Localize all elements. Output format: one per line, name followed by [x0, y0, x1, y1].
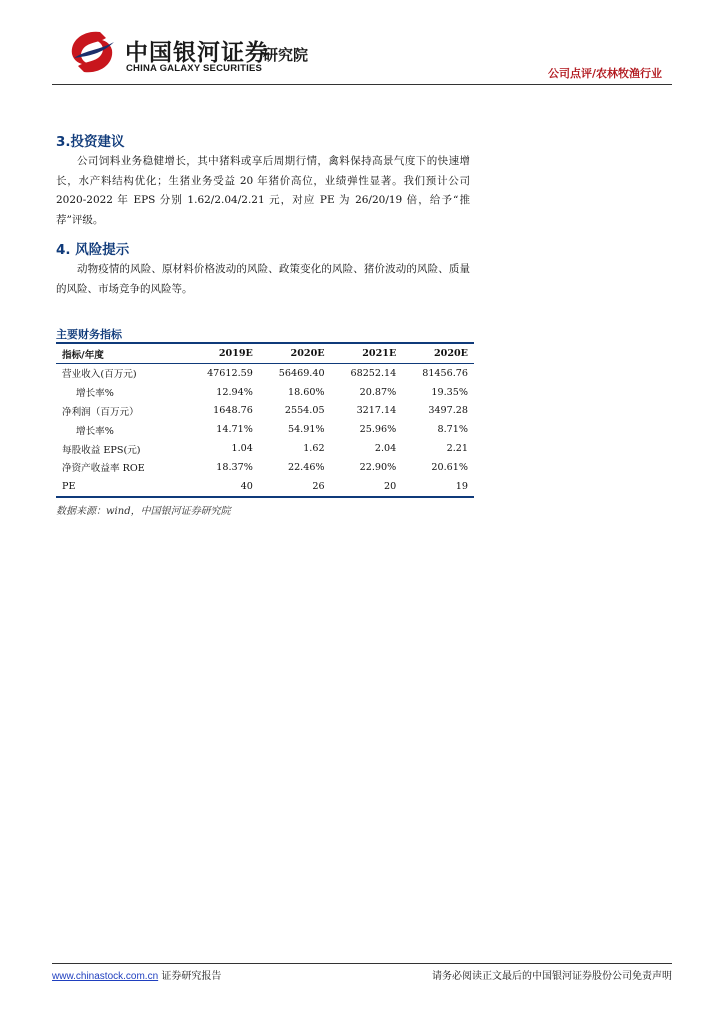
table-cell: 18.60% — [287, 386, 325, 398]
table-cell: 56469.40 — [278, 367, 325, 379]
table-cell: 19.35% — [431, 386, 468, 398]
footer-divider — [52, 963, 672, 964]
brand-name-cn: 中国银河证券 — [125, 40, 269, 66]
table-cell: 14.71% — [216, 424, 253, 436]
table-row — [56, 383, 474, 402]
table-cell: 3497.28 — [428, 405, 468, 417]
footer-report-label: 证券研究报告 — [158, 971, 222, 982]
brand-sub-title: 研究院 — [263, 46, 309, 64]
table-cell: 1.62 — [303, 443, 325, 455]
row-label: 营业收入(百万元) — [62, 369, 137, 381]
table-cell: 3217.14 — [356, 405, 397, 417]
table-cell: 81456.76 — [422, 367, 468, 379]
table-title: 主要财务指标 — [56, 328, 122, 341]
section-heading-investment: 3.投资建议 — [56, 134, 125, 150]
table-cell: 68252.14 — [350, 367, 397, 379]
header-divider — [52, 84, 672, 85]
table-cell: 19 — [402, 477, 474, 497]
footer-left — [52, 967, 221, 982]
table-header-cell: 指标/年度 — [56, 343, 187, 364]
table-cell: 22.46% — [287, 461, 325, 473]
table-row — [56, 402, 474, 421]
table-row — [56, 458, 474, 477]
table-row — [56, 477, 474, 497]
row-label: 每股收益 EPS(元) — [62, 444, 141, 456]
table-cell: 18.37% — [216, 461, 253, 473]
row-label: 净利润（百万元） — [62, 406, 139, 418]
table-header-cell: 2020E — [259, 343, 331, 364]
table-cell: 1648.76 — [213, 405, 253, 417]
table-cell: 40 — [187, 477, 259, 497]
table-header-cell: 2019E — [187, 343, 259, 364]
section-text-investment: 公司饲料业务稳健增长，其中猪料或享后周期行情，禽料保持高景气度下的快速增长，水产料结构优化；生猪业务受益 20 年猪价高位，业绩弹性显著。我们预计公司 2020-2022 年 EPS 分别 1.62/2.04/2.21 元，对应 PE 为 26/20/19 倍，给予“推荐”评级。 — [56, 155, 470, 226]
table-row — [56, 420, 474, 439]
footer-disclaimer: 请务必阅读正文最后的中国银河证券股份公司免责声明 — [432, 971, 672, 982]
row-label: PE — [56, 477, 187, 497]
table-row — [56, 439, 474, 458]
section-text-risk: 动物疫情的风险、原材料价格波动的风险、政策变化的风险、猪价波动的风险、质量的风险、市场竞争的风险等。 — [56, 263, 470, 295]
brand-name-en: CHINA GALAXY SECURITIES — [126, 63, 263, 74]
table-cell: 2554.05 — [284, 405, 325, 417]
table-cell: 2.21 — [446, 443, 468, 455]
table-cell: 26 — [259, 477, 331, 497]
row-label: 增长率% — [76, 425, 114, 437]
table-cell: 54.91% — [287, 424, 325, 436]
table-cell: 20.61% — [431, 461, 468, 473]
table-row — [56, 364, 474, 383]
table-cell: 47612.59 — [207, 367, 253, 379]
table-cell: 20 — [331, 477, 403, 497]
page-header — [0, 0, 724, 90]
table-cell: 1.04 — [231, 443, 253, 455]
table-header-row — [56, 343, 474, 364]
data-source-note: 数据来源：wind，中国银河证券研究院 — [56, 506, 231, 517]
row-label: 净资产收益率 ROE — [62, 463, 145, 475]
table-cell: 8.71% — [437, 424, 468, 436]
table-cell: 12.94% — [216, 386, 253, 398]
table-cell: 22.90% — [359, 461, 397, 473]
table-cell: 20.87% — [359, 386, 397, 398]
financial-table — [56, 342, 474, 498]
report-category: 公司点评/农林牧渔行业 — [547, 67, 662, 80]
galaxy-logo-icon — [66, 28, 118, 76]
table-cell: 25.96% — [359, 424, 397, 436]
table-cell: 2.04 — [374, 443, 397, 455]
table-header-cell: 2020E — [402, 343, 474, 364]
website-link[interactable]: www.chinastock.com.cn — [52, 971, 159, 982]
row-label: 增长率% — [76, 388, 114, 400]
table-header-cell: 2021E — [331, 343, 403, 364]
section-heading-risk: 4. 风险提示 — [56, 242, 130, 258]
